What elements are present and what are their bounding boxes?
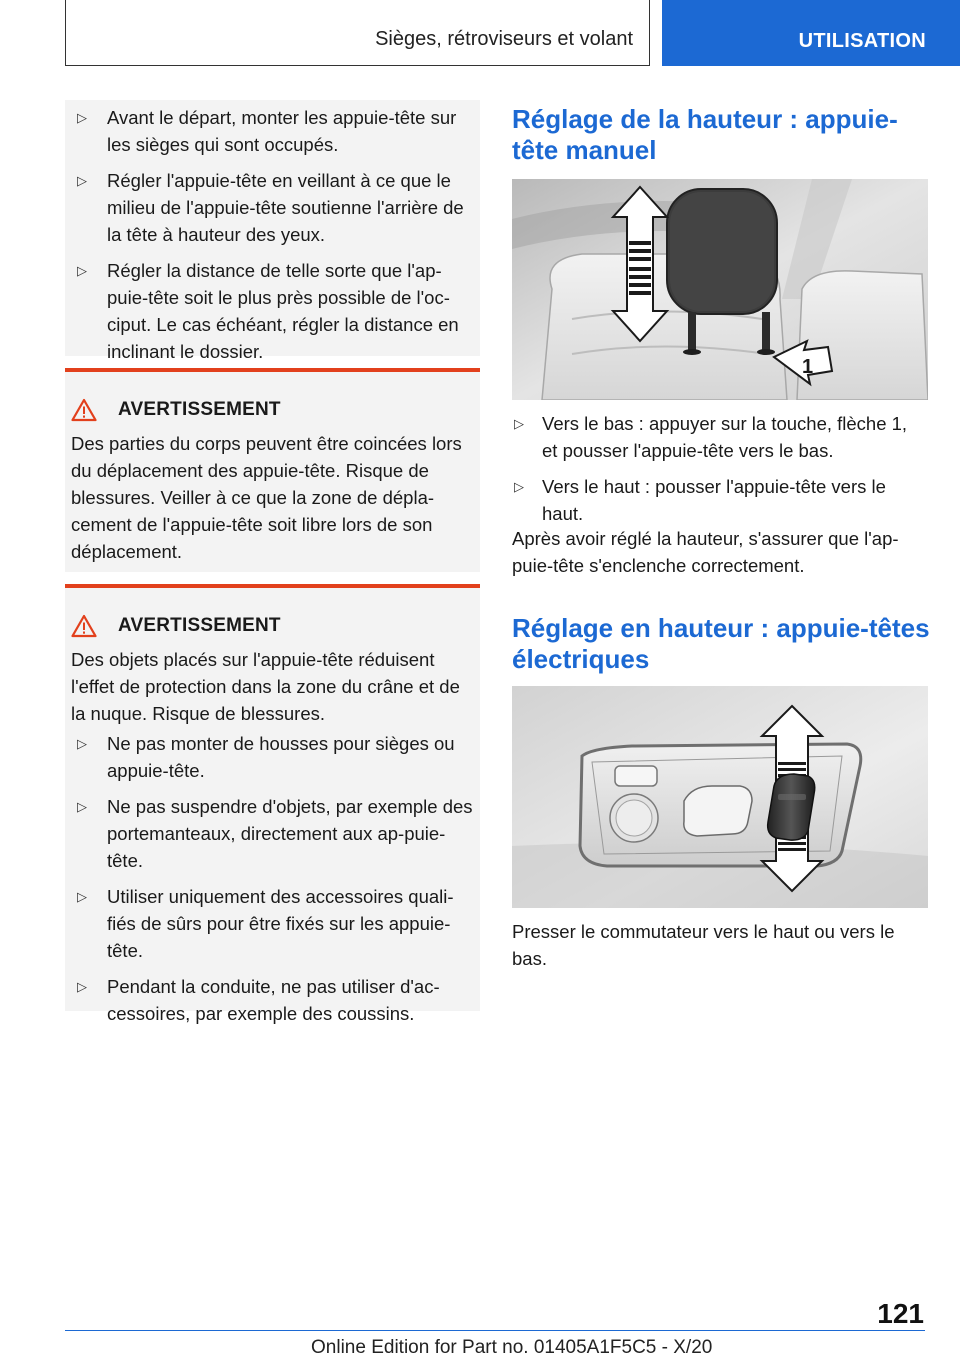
list-item: ▷ Régler la distance de telle sorte que l'ap-puie-tête soit le plus près possible de l'oc-ciput. Le cas échéant, régler la distance en inclinant le dossier. (65, 257, 470, 365)
intro-list (65, 100, 480, 365)
triangle-bullet-icon: ▷ (77, 173, 87, 188)
footer-edition: Online Edition for Part no. 01405A1F5C5 - X/20 (311, 1337, 713, 1358)
triangle-bullet-icon: ▷ (77, 110, 87, 125)
chapter-tab-label: UTILISATION (798, 30, 926, 52)
electric-switch-illustration (512, 686, 928, 908)
manual-headrest-illustration (512, 179, 928, 400)
warning-text: Des parties du corps peuvent être coincées lors du déplacement des appuie-tête. Risque de blessures. Veiller à ce que la zone de dépla-cement de l'appuie-tête soit libre lors de son déplacement. (71, 433, 462, 562)
triangle-bullet-icon: ▷ (77, 979, 87, 994)
warning-text: Des objets placés sur l'appuie-tête réduisent l'effet de protection dans la zone du crâne et de la nuque. Risque de blessures. (71, 649, 460, 724)
triangle-bullet-icon: ▷ (514, 479, 524, 494)
warning-box-objects (65, 584, 480, 1024)
list-item: ▷ Régler l'appuie-tête en veillant à ce que le milieu de l'appuie-tête soutienne l'arrière de la tête à hauteur des yeux. (65, 167, 470, 248)
warning-list (65, 730, 475, 1036)
electric-adjust-text: Presser le commutateur vers le haut ou vers le bas. (512, 921, 895, 969)
triangle-bullet-icon: ▷ (77, 736, 87, 751)
callout-number: 1 (802, 356, 814, 378)
warning-triangle-icon (71, 398, 97, 422)
page-number: 121 (877, 1298, 924, 1329)
warning-box-pinching (65, 368, 480, 572)
footer-divider (65, 1330, 925, 1331)
list-item: ▷ Ne pas monter de housses pour sièges ou appuie-tête. (65, 730, 475, 784)
triangle-bullet-icon: ▷ (77, 889, 87, 904)
triangle-bullet-icon: ▷ (514, 416, 524, 431)
warning-title: AVERTISSEMENT (118, 615, 281, 636)
chapter-tab (662, 0, 960, 66)
warning-heading (71, 398, 281, 422)
section-title: Sièges, rétroviseurs et volant (375, 28, 633, 50)
list-item: ▷ Vers le bas : appuyer sur la touche, flèche 1, et pousser l'appuie-tête vers le bas. (512, 410, 922, 464)
list-item: ▷ Pendant la conduite, ne pas utiliser d'ac-cessoires, par exemple des coussins. (65, 973, 475, 1027)
section-heading-manual: Réglage de la hauteur : appuie-tête manuel (512, 104, 898, 165)
list-item: ▷ Ne pas suspendre d'objets, par exemple des portemanteaux, directement aux ap-puie-tête. (65, 793, 475, 874)
warning-title: AVERTISSEMENT (118, 399, 281, 420)
section-heading-electric: Réglage en hauteur : appuie-têtes électriques (512, 613, 930, 674)
intro-instructions-box (65, 100, 480, 362)
electric-switch-photo (512, 686, 928, 908)
list-item: ▷ Utiliser uniquement des accessoires quali-fiés de sûrs pour être fixés sur les appuie-tête. (65, 883, 475, 964)
warning-heading (71, 614, 281, 638)
header-section-frame (65, 0, 650, 66)
list-item: ▷ Vers le haut : pousser l'appuie-tête vers le haut. (512, 473, 922, 527)
list-item: ▷ Avant le départ, monter les appuie-tête sur les sièges qui sont occupés. (65, 104, 470, 158)
triangle-bullet-icon: ▷ (77, 799, 87, 814)
manual-headrest-photo (512, 179, 928, 400)
triangle-bullet-icon: ▷ (77, 263, 87, 278)
manual-adjust-note: Après avoir réglé la hauteur, s'assurer que l'ap-puie-tête s'enclenche correctement. (512, 528, 899, 576)
warning-triangle-icon (71, 614, 97, 638)
manual-adjust-list (512, 410, 922, 536)
